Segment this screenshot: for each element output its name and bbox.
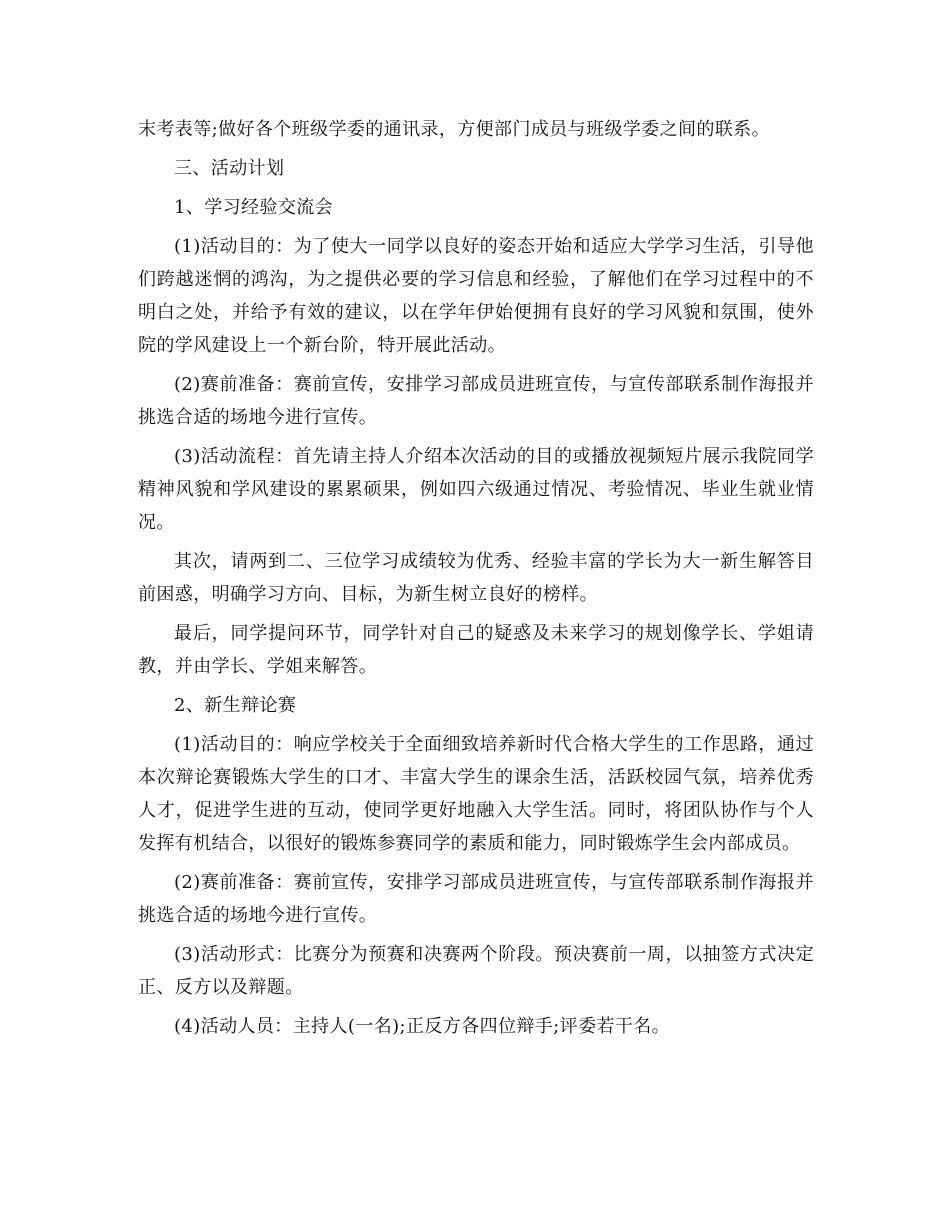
paragraph-continuation: 末考表等;做好各个班级学委的通讯录，方便部门成员与班级学委之间的联系。 bbox=[138, 119, 771, 140]
paragraph-purpose-1: (1)活动目的：为了使大一同学以良好的姿态开始和适应大学学习生活，引导他们跨越迷惘的鸿沟，为之提供必要的学习信息和经验，了解他们在学习过程中的不明白之处，并给予有效的建议，以在学年伊始便拥有良好的学习风貌和氛围，使外院的学风建设上一个新台阶，特开展此活动。 bbox=[138, 236, 814, 356]
paragraph-purpose-2: (1)活动目的：响应学校关于全面细致培养新时代合格大学生的工作思路，通过本次辩论赛锻炼大学生的口才、丰富大学生的课余生活，活跃校园气氛，培养优秀人才，促进学生进的互动，使同学更好地融入大学生活。同时，将团队协作与个人发挥有机结合，以很好的锻炼参赛同学的素质和能力，同时锻炼学生会内部成员。 bbox=[138, 734, 814, 854]
document-body bbox=[138, 113, 814, 1049]
paragraph-format-2: (3)活动形式：比赛分为预赛和决赛两个阶段。预决赛前一周，以抽签方式决定正、反方以及辩题。 bbox=[138, 944, 814, 998]
section-heading-activity-plan: 三、活动计划 bbox=[174, 158, 285, 179]
paragraph-preparation-1: (2)赛前准备：赛前宣传，安排学习部成员进班宣传，与宣传部联系制作海报并挑选合适的场地今进行宣传。 bbox=[138, 374, 814, 428]
subsection-heading-debate: 2、新生辩论赛 bbox=[174, 695, 297, 716]
subsection-heading-study-exchange: 1、学习经验交流会 bbox=[174, 197, 334, 218]
paragraph-process-1: (3)活动流程：首先请主持人介绍本次活动的目的或播放视频短片展示我院同学精神风貌和学风建设的累累硕果，例如四六级通过情况、考验情况、毕业生就业情况。 bbox=[138, 446, 814, 533]
paragraph-preparation-2: (2)赛前准备：赛前宣传，安排学习部成员进班宣传，与宣传部联系制作海报并挑选合适的场地今进行宣传。 bbox=[138, 872, 814, 926]
paragraph-personnel-2: (4)活动人员：主持人(一名);正反方各四位辩手;评委若干名。 bbox=[174, 1016, 671, 1037]
paragraph-final-step: 最后，同学提问环节，同学针对自己的疑惑及未来学习的规划像学长、学姐请教，并由学长、学姐来解答。 bbox=[138, 623, 814, 677]
paragraph-next-step: 其次，请两到二、三位学习成绩较为优秀、经验丰富的学长为大一新生解答目前困惑，明确学习方向、目标，为新生树立良好的榜样。 bbox=[138, 551, 814, 605]
